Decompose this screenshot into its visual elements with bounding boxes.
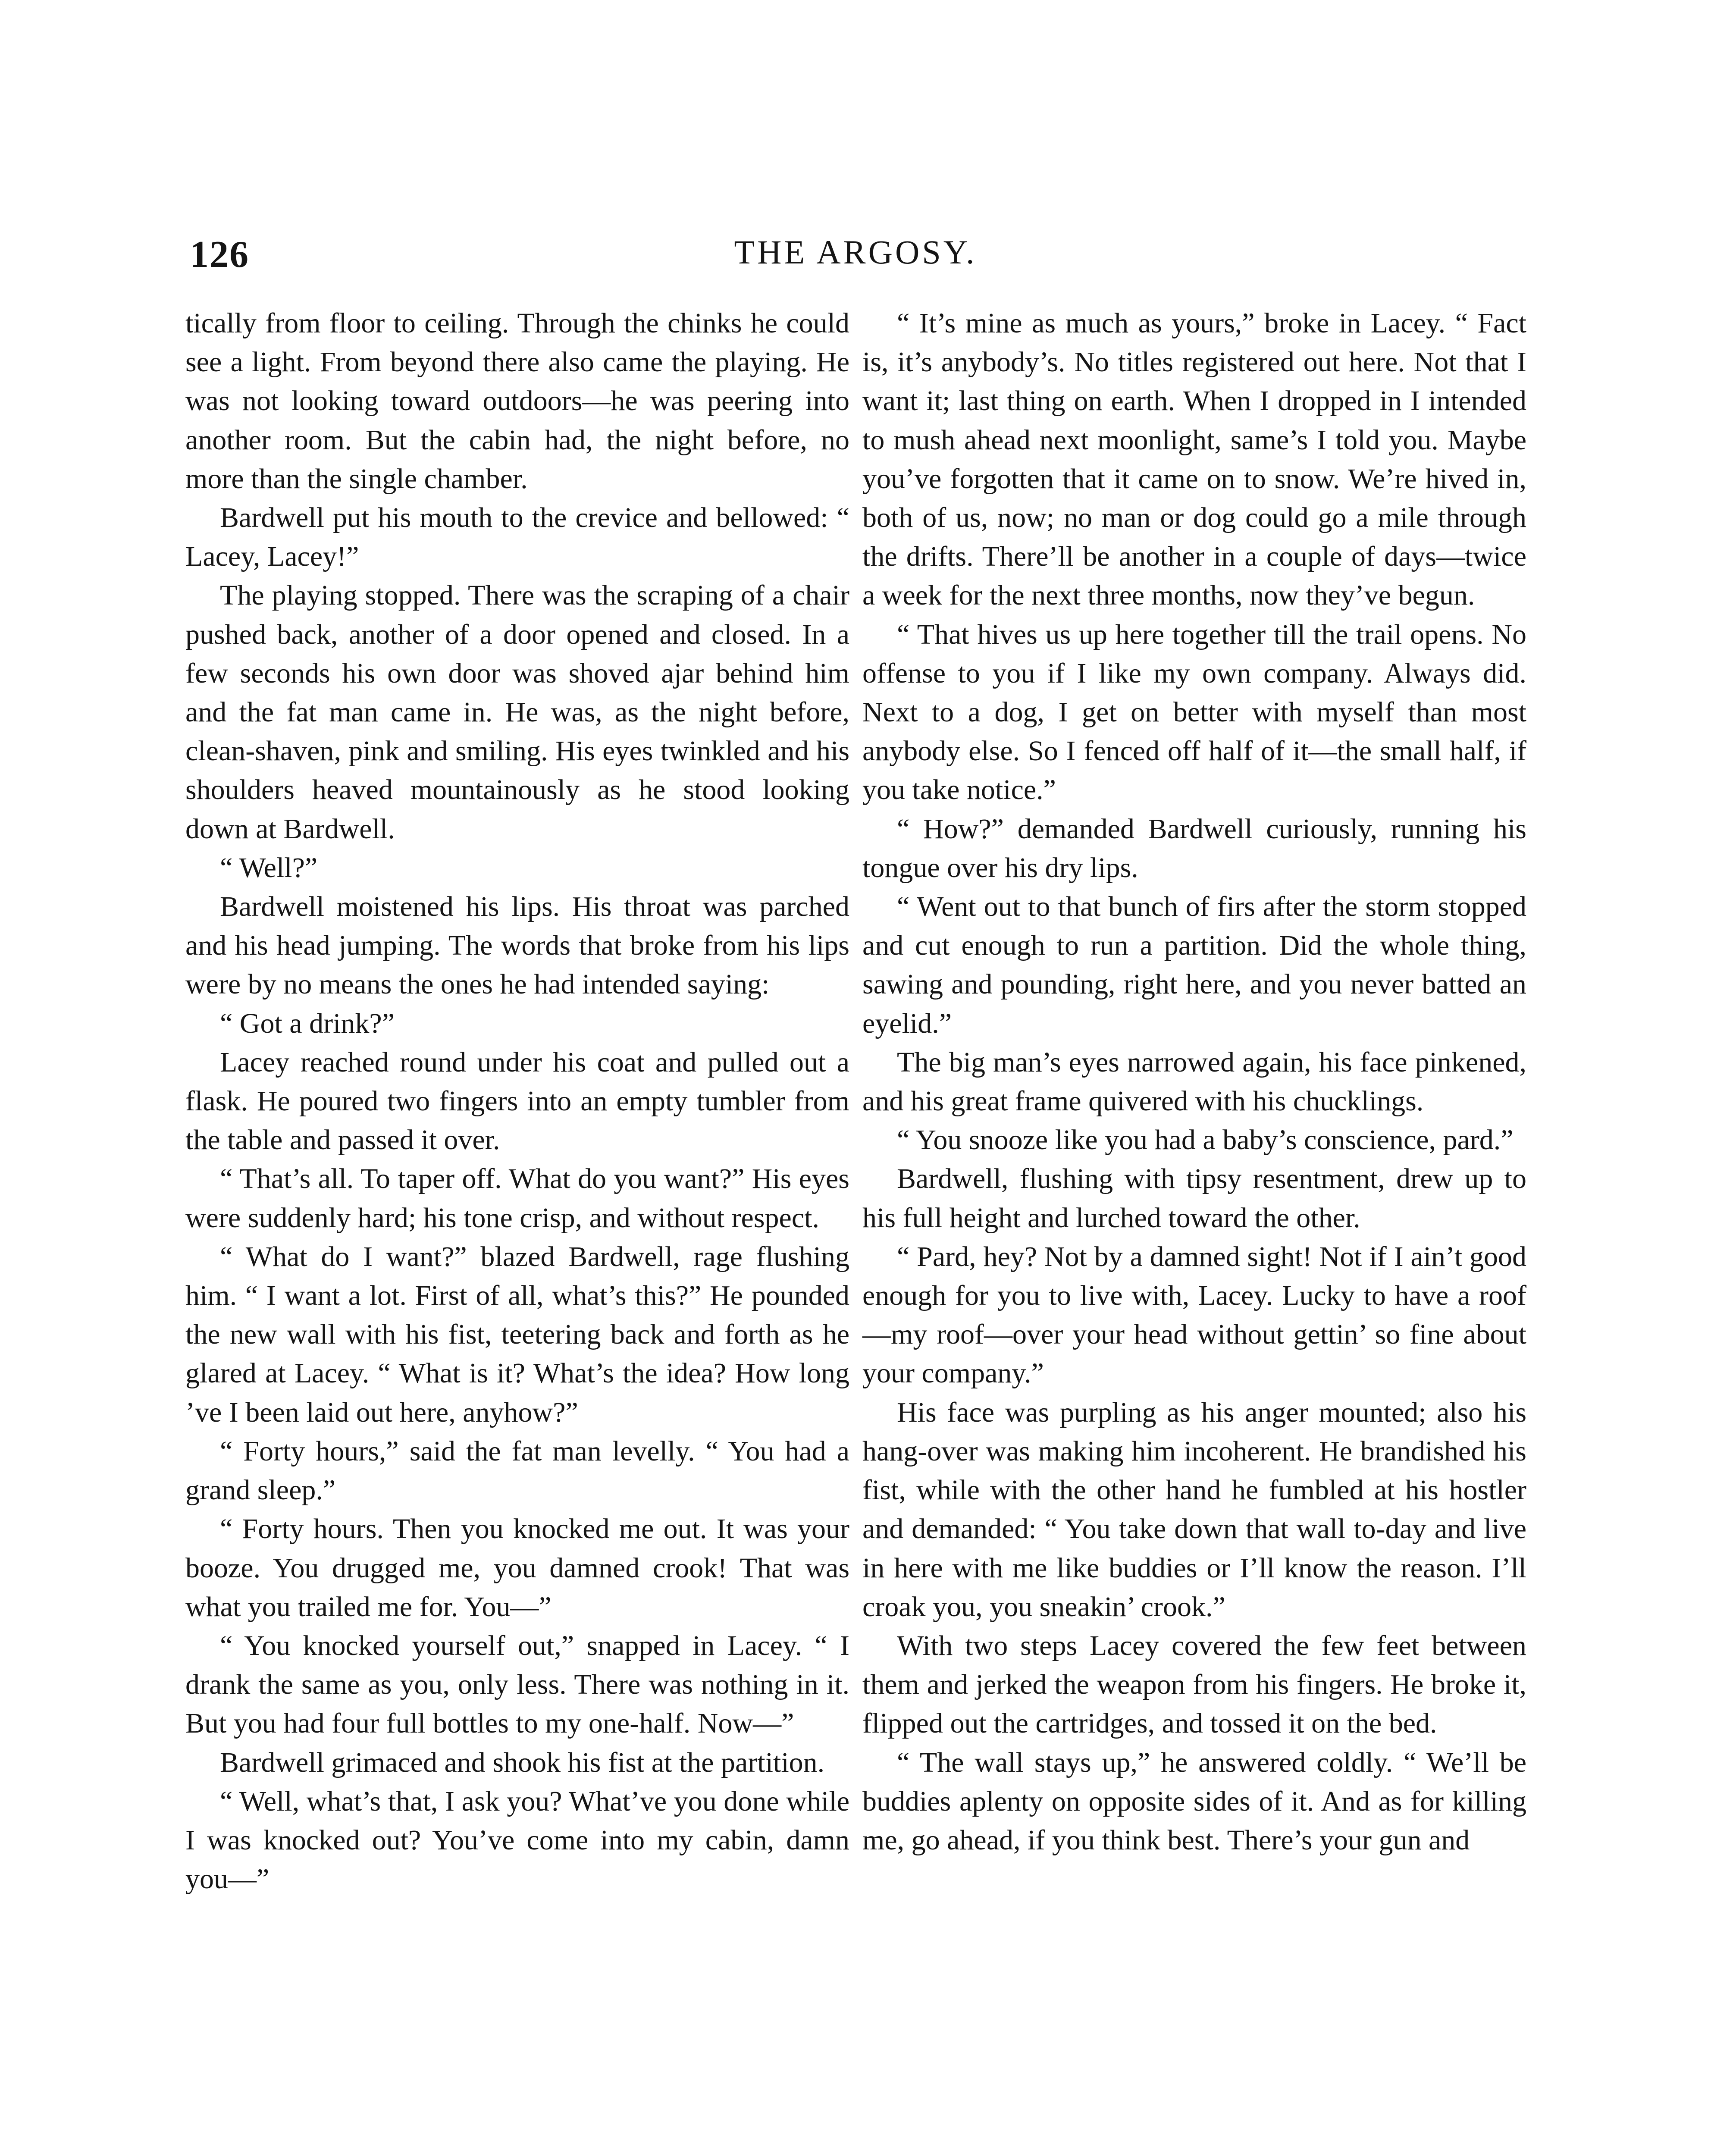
paragraph: With two steps Lacey covered the few feet between them and jerked the weapon from his fingers. He broke it, flipped out the cartridges, and tossed it on the bed. bbox=[862, 1630, 1526, 1739]
paragraph: Bardwell, flushing with tipsy resentment, drew up to his full height and lurched toward the other. bbox=[862, 1163, 1526, 1234]
page-number: 126 bbox=[190, 234, 249, 276]
paragraph: “ That’s all. To taper off. What do you want?” His eyes were suddenly hard; his tone crisp, and without respect. bbox=[185, 1163, 849, 1234]
paragraph: “ What do I want?” blazed Bardwell, rage flushing him. “ I want a lot. First of all, what’s this?” He pounded the new wall with his fist, teetering back and forth as he glared at Lacey. “ What is it? What’s the idea? How long ’ve I been laid out here, anyhow?” bbox=[185, 1241, 849, 1428]
paragraph: The playing stopped. There was the scraping of a chair pushed back, another of a door opened and closed. In a few seconds his own door was shoved ajar behind him and the fat man came in. He was, as the night before, clean-shaven, pink and smiling. His eyes twinkled and his shoulders heaved mountainously as he stood looking down at Bardwell. bbox=[185, 580, 849, 845]
paragraph: His face was purpling as his anger mounted; also his hang-over was making him incoherent. He brandished his fist, while with the other hand he fumbled at his hostler and demanded: “ You take down that wall to-day and live in here with me like buddies or I’ll know the reason. I’ll croak you, you sneakin’ crook.” bbox=[862, 1396, 1526, 1623]
paragraph: “ You knocked yourself out,” snapped in Lacey. “ I drank the same as you, only less. There was nothing in it. But you had four full bottles to my one-half. Now—” bbox=[185, 1630, 849, 1739]
paragraph: “ Well?” bbox=[220, 852, 318, 884]
paragraph: “ You snooze like you had a baby’s conscience, pard.” bbox=[897, 1124, 1514, 1156]
paragraph: tically from floor to ceiling. Through the chinks he could see a light. From beyond there also came the playing. He was not looking toward outdoors—he was peering into another room. But the cabin had, the night before, no more than the single chamber. bbox=[185, 307, 849, 495]
paragraph: The big man’s eyes narrowed again, his face pinkened, and his great frame quivered with his chucklings. bbox=[862, 1046, 1526, 1117]
paragraph: Bardwell put his mouth to the crevice and bellowed: “ Lacey, Lacey!” bbox=[185, 502, 849, 573]
paragraph: “ The wall stays up,” he answered coldly. “ We’ll be buddies aplenty on opposite sides of it. And as for killing me, go ahead, if you think best. There’s your gun and bbox=[862, 1746, 1526, 1856]
paragraph: “ Well, what’s that, I ask you? What’ve you done while I was knocked out? You’ve come into my cabin, damn you—” bbox=[185, 1785, 849, 1895]
paragraph: “ It’s mine as much as yours,” broke in Lacey. “ Fact is, it’s anybody’s. No titles registered out here. Not that I want it; last thing on earth. When I dropped in I intended to mush ahead next moonlight, same’s I told you. Maybe you’ve forgotten that it came on to snow. We’re hived in, both of us, now; no man or dog could go a mile through the drifts. There’ll be another in a couple of days—twice a week for the next three months, now they’ve begun. bbox=[862, 307, 1526, 611]
paragraph: Bardwell moistened his lips. His throat was parched and his head jumping. The words that broke from his lips were by no means the ones he had intended saying: bbox=[185, 891, 849, 1000]
paragraph: “ Pard, hey? Not by a damned sight! Not if I ain’t good enough for you to live with, Lacey. Lucky to have a roof—my roof—over your head without gettin’ so fine about your company.” bbox=[862, 1241, 1526, 1389]
paragraph: Lacey reached round under his coat and pulled out a flask. He poured two fingers into an empty tumbler from the table and passed it over. bbox=[185, 1046, 849, 1156]
paragraph: “ How?” demanded Bardwell curiously, running his tongue over his dry lips. bbox=[862, 813, 1526, 884]
paragraph: “ Forty hours,” said the fat man levelly. “ You had a grand sleep.” bbox=[185, 1435, 849, 1506]
left-column bbox=[185, 304, 849, 1899]
paragraph: “ Forty hours. Then you knocked me out. It was your booze. You drugged me, you damned crook! That was what you trailed me for. You—” bbox=[185, 1513, 849, 1623]
paragraph: “ Got a drink?” bbox=[220, 1007, 395, 1039]
right-column bbox=[862, 304, 1526, 1860]
running-head: THE ARGOSY. bbox=[734, 233, 977, 271]
paragraph: “ Went out to that bunch of firs after the storm stopped and cut enough to run a partition. Did the whole thing, sawing and pounding, right here, and you never batted an eyelid.” bbox=[862, 891, 1526, 1039]
paragraph: “ That hives us up here together till the trail opens. No offense to you if I like my own company. Always did. Next to a dog, I get on better with myself than most anybody else. So I fenced off half of it—the small half, if you take notice.” bbox=[862, 618, 1526, 806]
paragraph: Bardwell grimaced and shook his fist at the partition. bbox=[220, 1746, 825, 1778]
